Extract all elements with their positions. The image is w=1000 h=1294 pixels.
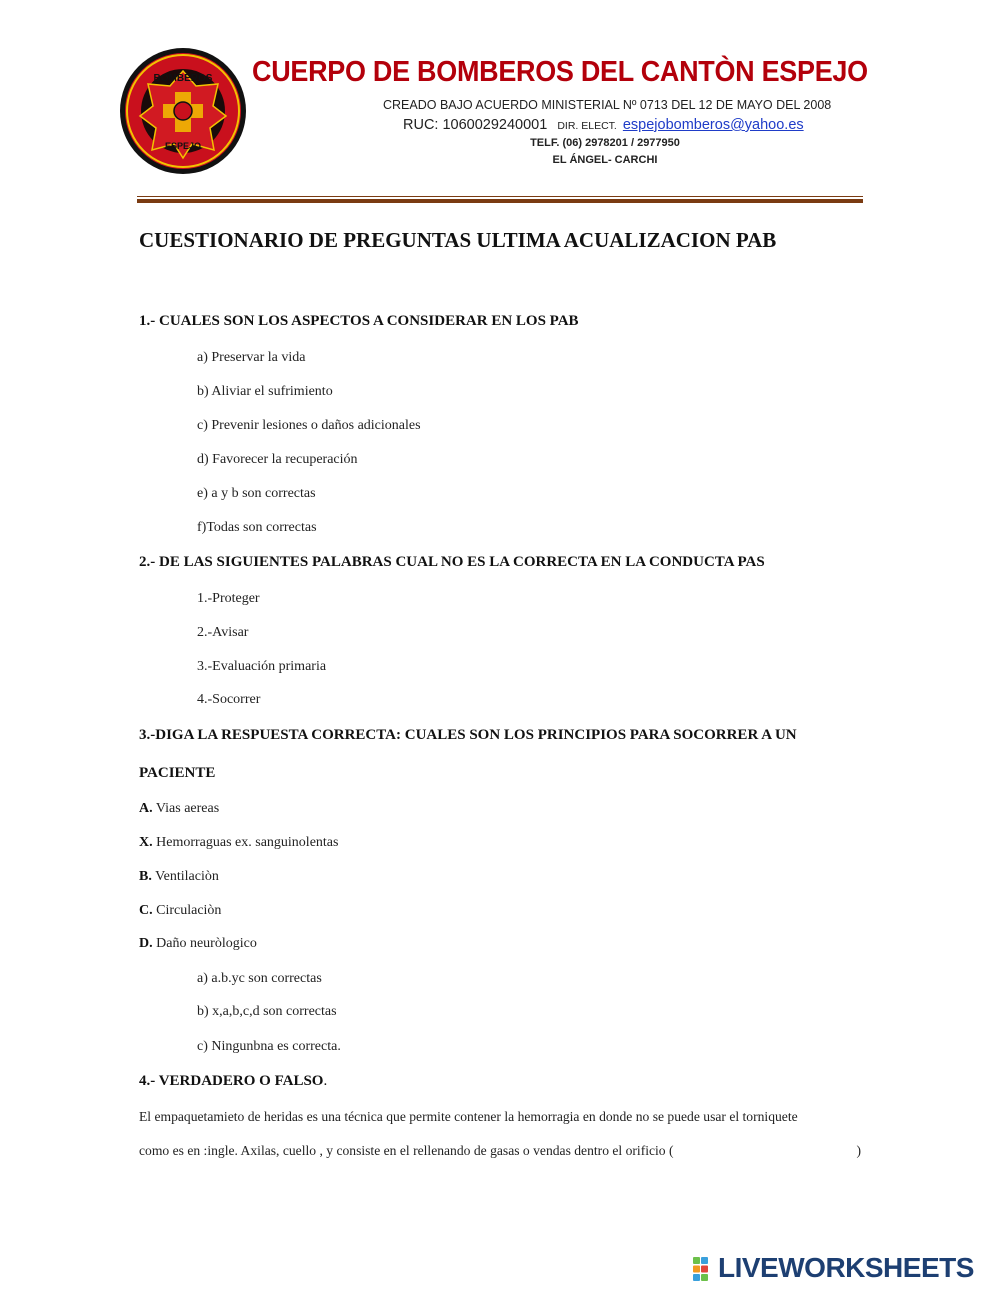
document-title: CUESTIONARIO DE PREGUNTAS ULTIMA ACUALIZACION PAB [139,228,777,252]
question-2: 2.- DE LAS SIGUIENTES PALABRAS CUAL NO ES LA CORRECTA EN LA CONDUCTA PAS [139,554,765,570]
q3-option-b[interactable]: b) x,a,b,c,d son correctas [197,1004,337,1019]
item-text: Vias aereas [152,801,220,816]
answer-blank[interactable] [677,1144,802,1160]
ministerial-decree: CREADO BAJO ACUERDO MINISTERIAL Nº 0713 DEL 12 DE MAYO DEL 2008 [383,98,832,112]
ruc-number: RUC: 1060029240001 [403,117,548,133]
item-text: Daño neuròlogico [152,936,257,951]
logo-text-bottom: ESPEJO [164,141,202,151]
answer-close-paren: ) [856,1143,861,1158]
email-label: DIR. ELECT. [557,120,617,132]
q1-option-c[interactable]: c) Prevenir lesiones o daños adicionales [197,418,421,433]
q1-option-b[interactable]: b) Aliviar el sufrimiento [197,384,333,399]
q3-option-a[interactable]: a) a.b.yc son correctas [197,971,322,986]
q1-option-a[interactable]: a) Preservar la vida [197,350,306,365]
question-1: 1.- CUALES SON LOS ASPECTOS A CONSIDERAR EN LOS PAB [139,313,579,329]
q3-item-d [139,936,257,952]
question-4 [139,1073,327,1090]
liveworksheets-brand[interactable]: LIVEWORKSHEETS [718,1252,974,1283]
item-text: Hemorraguas ex. sanguinolentas [152,835,339,850]
q4-statement-text: como es en :ingle. Axilas, cuello , y consiste en el rellenando de gasas o vendas dentro el orificio ( [139,1143,674,1158]
q1-option-f[interactable]: f)Todas son correctas [197,520,317,535]
q4-statement-line-2 [139,1143,863,1160]
liveworksheets-logo-icon [693,1254,717,1284]
item-letter: C. [139,903,153,918]
logo-text-top: BOMBEROS [153,73,213,84]
q2-option-4[interactable]: 4.-Socorrer [197,692,261,707]
question-4-text: 4.- VERDADERO O FALSO [139,1073,324,1089]
q4-statement-line-1: El empaquetamieto de heridas es una técnica que permite contener la hemorragia en donde no se puede usar el torniquete [139,1109,798,1124]
header-divider-thick [137,199,863,203]
item-letter: B. [139,869,152,884]
item-letter: D. [139,936,153,951]
question-3-line-1: 3.-DIGA LA RESPUESTA CORRECTA: CUALES SON LOS PRINCIPIOS PARA SOCORRER A UN [139,727,797,743]
location: EL ÁNGEL- CARCHI [552,154,658,166]
question-3-line-2: PACIENTE [139,765,216,781]
q2-option-3[interactable]: 3.-Evaluación primaria [197,659,327,674]
q2-option-1[interactable]: 1.-Proteger [197,591,260,606]
q2-option-2[interactable]: 2.-Avisar [197,625,249,640]
header-divider-thin [137,196,863,197]
item-letter: X. [139,835,153,850]
q1-option-e[interactable]: e) a y b son correctas [197,486,316,501]
phone-numbers: TELF. (06) 2978201 / 2977950 [530,137,680,149]
item-text: Ventilaciòn [151,869,219,884]
organization-title: CUERPO DE BOMBEROS DEL CANTÒN ESPEJO [252,56,868,88]
q3-item-a [139,801,219,817]
q1-option-d[interactable]: d) Favorecer la recuperación [197,452,358,467]
contact-line [403,117,804,133]
item-text: Circulaciòn [152,903,222,918]
email-link[interactable]: espejobomberos@yahoo.es [622,117,804,133]
item-letter: A. [139,801,153,816]
q3-option-c[interactable]: c) Ningunbna es correcta. [197,1039,341,1054]
question-4-period: . [323,1073,328,1089]
q3-item-x [139,835,338,851]
q3-item-b [139,869,219,885]
q3-item-c [139,903,221,919]
